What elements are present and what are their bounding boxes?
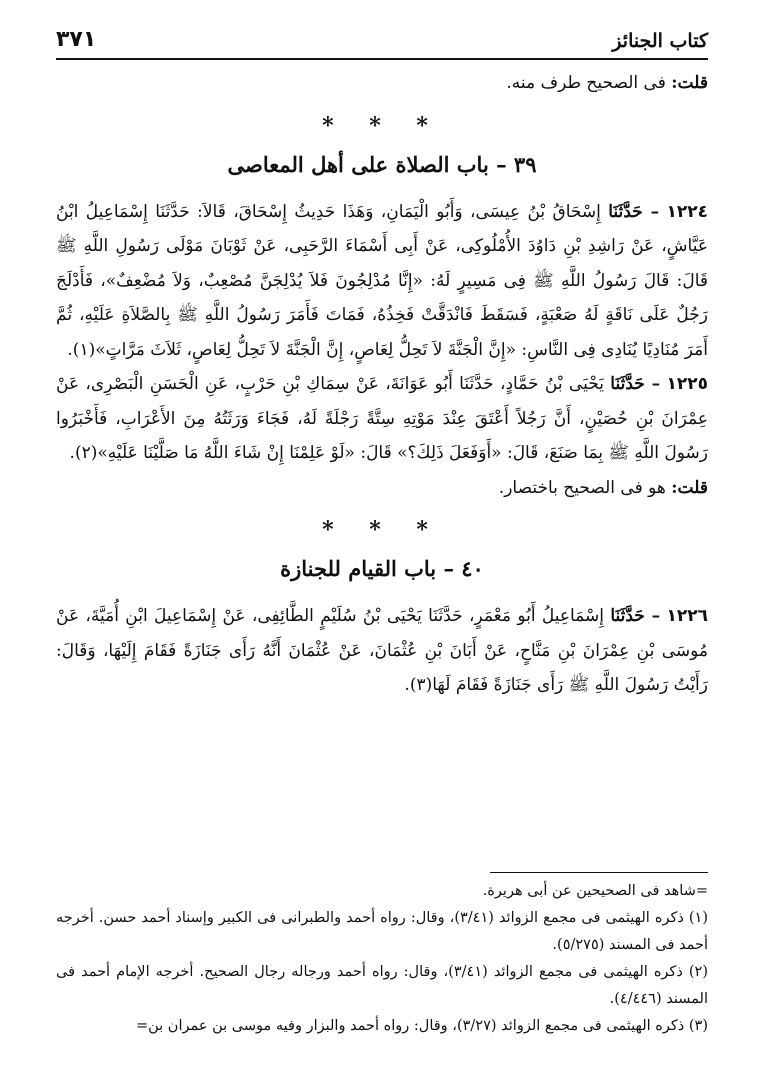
hadith-1224-text: إِسْحَاقُ بْنُ عِيسَى، وَأَبُو الْيَمَانِ، وَهَذَا حَدِيثُ إِسْحَاقَ، قَالاَ: حَدَّثَنَا إِسْمَاعِيلُ ابْنُ عَيَّاشٍ، عَنْ رَاشِدِ بْنِ دَاوُدَ الأُمْلُوكِى، عَنْ أَبِى أَسْمَاءَ الرَّحَبِى، عَنْ ثَوْبَانَ مَوْلَى رَسُولِ اللَّهِ ﷺ قَالَ: قَالَ رَسُولُ اللَّهِ ﷺ فِى مَسِيرٍ لَهُ: «إِنَّا مُدْلِجُونَ فَلاَ يُدْلِجَنَّ مُصْعِبٌ، وَلاَ مُضْعِفٌ»، فَأَدْلَجَ رَجُلٌ عَلَى نَاقَةٍ لَهُ صَعْبَةٍ، فَسَقَطَ فَانْدَقَّتْ فَخِذُهُ، فَمَاتَ فَأَمَرَ رَسُولُ اللَّهِ ﷺ بِالصَّلاَةِ عَلَيْهِ، ثُمَّ أَمَرَ مُنَادِيًا يُنَادِى فِى النَّاسِ: «إِنَّ الْجَنَّةَ لاَ تَحِلُّ لِعَاصٍ، إِنَّ الْجَنَّةَ لاَ تَحِلُّ لِعَاصٍ، ثَلاَثَ مَرَّاتٍ»(١). (56, 201, 708, 360)
footnote-1: (١) ذكره الهيثمى فى مجمع الزوائد (٣/٤١)، وقال: رواه أحمد والطبرانى فى الكبير وإسناد أحمد حسن. أخرجه أحمد فى المسند (٥/٢٧٥). (56, 910, 708, 953)
footnotes (56, 878, 708, 1040)
footnote-2: (٢) ذكره الهيثمى فى مجمع الزوائد (٣/٤١)، وقال: رواه أحمد ورجاله رجال الصحيح. أخرجه الإمام أحمد فى المسند (٤/٤٤٦). (56, 964, 708, 1007)
note-2-label: قلت: (671, 477, 708, 498)
footnote-3: (٣) ذكره الهيثمى فى مجمع الزوائد (٣/٢٧)، وقال: رواه أحمد والبزار وفيه موسى بن عمران بن= (135, 1018, 708, 1034)
hadith-1224-lead: – حَدَّثَنَا (608, 201, 660, 222)
page-number: ٣٧١ (56, 27, 97, 52)
chapter-39-title: ٣٩ – باب الصلاة على أهل المعاصى (227, 151, 537, 177)
book-title: كتاب الجنائز (612, 30, 708, 52)
hadith-1226-text: إِسْمَاعِيلُ أَبُو مَعْمَرٍ، حَدَّثَنَا يَحْيَى بْنُ سُلَيْمٍ الطَّائِفِى، عَنْ إِسْمَاعِيلَ ابْنِ أُمَيَّةَ، عَنْ مُوسَى بْنِ عِمْرَانَ بْنِ مَنَّاحٍ، عَنْ أَبَانَ بْنِ عُثْمَانَ، عَنْ عُثْمَانَ أَنَّهُ رَأَى جَنَازَةً فَقَامَ إِلَيْهَا، وَقَالَ: رَأَيْتُ رَسُولَ اللَّهِ ﷺ رَأَى جَنَازَةً فَقَامَ لَهَا(٣). (56, 606, 708, 695)
hadith-1225-lead: – حَدَّثَنَا (610, 374, 661, 394)
note-2 (56, 471, 708, 506)
hadith-1224 (56, 195, 708, 368)
hadith-1226-number: ١٢٢٦ (666, 606, 708, 626)
hadith-1226 (56, 599, 708, 703)
running-header (56, 22, 708, 52)
section-separator-1: * * * (322, 112, 442, 139)
intro-note (56, 66, 708, 101)
footnote-carryover: =شاهد فى الصحيحين عن أبى هريرة. (482, 883, 708, 899)
header-rule (56, 58, 708, 60)
main-text (56, 66, 708, 703)
hadith-1224-number: ١٢٢٤ (666, 201, 708, 222)
section-separator-2: * * * (322, 517, 442, 543)
hadith-1225-number: ١٢٢٥ (666, 374, 709, 394)
intro-note-label: قلت: (671, 73, 708, 93)
hadith-1225-text: يَحْيَى بْنُ حَمَّادٍ، حَدَّثَنَا أَبُو عَوَانَةَ، عَنْ سِمَاكِ بْنِ حَرْبٍ، عَنِ الْحَسَنِ الْبَصْرِى، عَنْ عِمْرَانَ بْنِ حُصَيْنٍ، أَنَّ رَجُلاً أَعْتَقَ عِنْدَ مَوْتِهِ سِتَّةً رَجْلَةً لَهُ، فَجَاءَ وَرَثَتُهُ مِنَ الأَعْرَابِ، فَأَخْبَرُوا رَسُولَ اللَّهِ ﷺ بِمَا صَنَعَ، قَالَ: «أَوَفَعَلَ ذَلِكَ؟» قَالَ: «لَوْ عَلِمْنَا إِنْ شَاءَ اللَّهُ مَا صَلَّيْنَا عَلَيْهِ»(٢). (56, 374, 708, 463)
note-2-text: هو فى الصحيح باختصار. (498, 477, 666, 498)
footnote-rule (490, 872, 708, 873)
hadith-1225 (56, 367, 708, 471)
intro-note-text: فى الصحيح طرف منه. (506, 73, 666, 93)
chapter-40-title: ٤٠ – باب القيام للجنازة (280, 556, 484, 581)
hadith-1226-lead: – حَدَّثَنَا (610, 606, 661, 626)
